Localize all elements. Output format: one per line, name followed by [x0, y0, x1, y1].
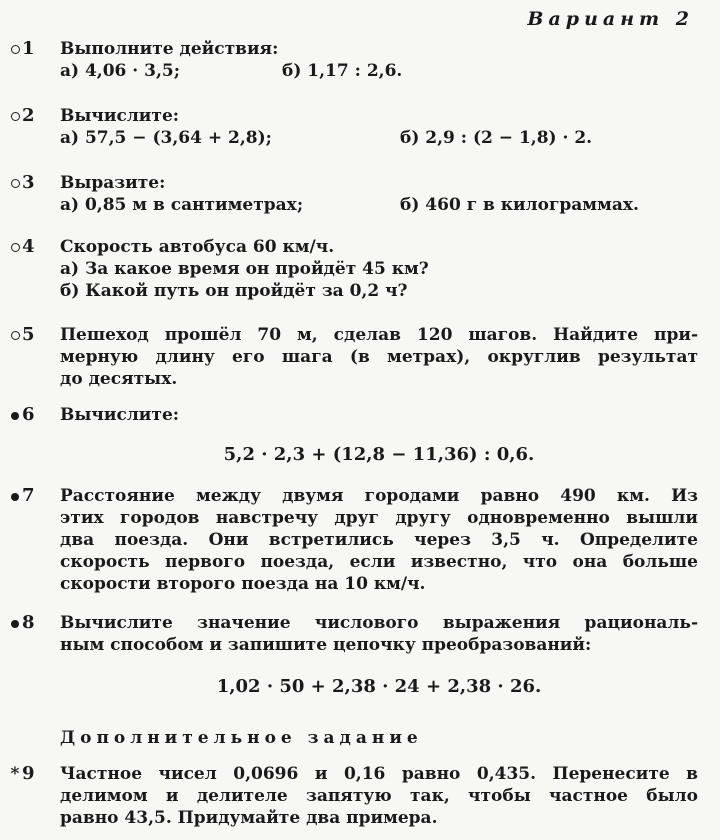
- task-number: 2: [22, 105, 35, 126]
- task-number: 1: [22, 38, 35, 59]
- task-text-line: скорости второго поезда на 10 км/ч.: [60, 574, 426, 594]
- dot-marker-icon: [8, 613, 22, 631]
- task-part-a: а) 57,5 − (3,64 + 2,8);: [60, 128, 272, 148]
- task-part-b: б) Какой путь он пройдёт за 0,2 ч?: [60, 281, 408, 301]
- task-part-b: б) 460 г в килограммах.: [400, 195, 639, 215]
- task-formula: 1,02 · 50 + 2,38 · 24 + 2,38 · 26.: [216, 676, 542, 697]
- dot-marker-icon: [8, 405, 22, 423]
- task-number: 9: [22, 763, 35, 784]
- task-number: 5: [22, 324, 35, 345]
- task-part-a: а) 4,06 · 3,5;: [60, 61, 180, 81]
- task-text-line: Вычислите значение числового выражения рациональ-: [60, 613, 698, 633]
- task-text-line: Пешеход прошёл 70 м, сделав 120 шагов. Найдите при-: [60, 325, 698, 345]
- circle-marker-icon: [8, 173, 22, 191]
- circle-marker-icon: [8, 39, 22, 57]
- task-text-line: этих городов навстречу друг другу одновременно вышли: [60, 508, 698, 528]
- task-text-line: до десятых.: [60, 369, 178, 389]
- task-prompt: Выполните действия:: [60, 39, 279, 59]
- task-text-line: мерную длину его шага (в метрах), округлив результат: [60, 347, 698, 367]
- task-number: 4: [22, 236, 35, 257]
- star-marker-icon: *: [10, 764, 20, 784]
- task-number: 3: [22, 172, 35, 193]
- extra-task-heading: Дополнительное задание: [60, 728, 423, 748]
- task-text-line: ным способом и запишите цепочку преобразований:: [60, 635, 592, 655]
- task-text-line: два поезда. Они встретились через 3,5 ч. Определите: [60, 530, 698, 550]
- task-text-line: Частное чисел 0,0696 и 0,16 равно 0,435. Перенесите в: [60, 764, 698, 784]
- task-text-line: Расстояние между двумя городами равно 490 км. Из: [60, 486, 698, 506]
- task-prompt: Выразите:: [60, 173, 166, 193]
- task-number: 7: [22, 485, 35, 506]
- dot-marker-icon: [8, 486, 22, 504]
- task-text-line: делимом и делителе запятую так, чтобы частное было: [60, 786, 698, 806]
- task-part-a: а) 0,85 м в сантиметрах;: [60, 195, 304, 215]
- task-part-a: а) За какое время он пройдёт 45 км?: [60, 259, 429, 279]
- task-part-b: б) 2,9 : (2 − 1,8) · 2.: [400, 128, 593, 148]
- task-formula: 5,2 · 2,3 + (12,8 − 11,36) : 0,6.: [223, 444, 535, 465]
- task-prompt: Вычислите:: [60, 405, 180, 425]
- task-part-b: б) 1,17 : 2,6.: [282, 61, 403, 81]
- task-prompt: Скорость автобуса 60 км/ч.: [60, 237, 335, 257]
- circle-marker-icon: [8, 237, 22, 255]
- circle-marker-icon: [8, 325, 22, 343]
- task-number: 8: [22, 612, 35, 633]
- circle-marker-icon: [8, 106, 22, 124]
- task-text-line: равно 43,5. Придумайте два примера.: [60, 808, 438, 828]
- variant-title: Вариант 2: [527, 8, 694, 30]
- task-number: 6: [22, 404, 35, 425]
- task-prompt: Вычислите:: [60, 106, 180, 126]
- task-text-line: скорость первого поезда, если известно, что она больше: [60, 552, 698, 572]
